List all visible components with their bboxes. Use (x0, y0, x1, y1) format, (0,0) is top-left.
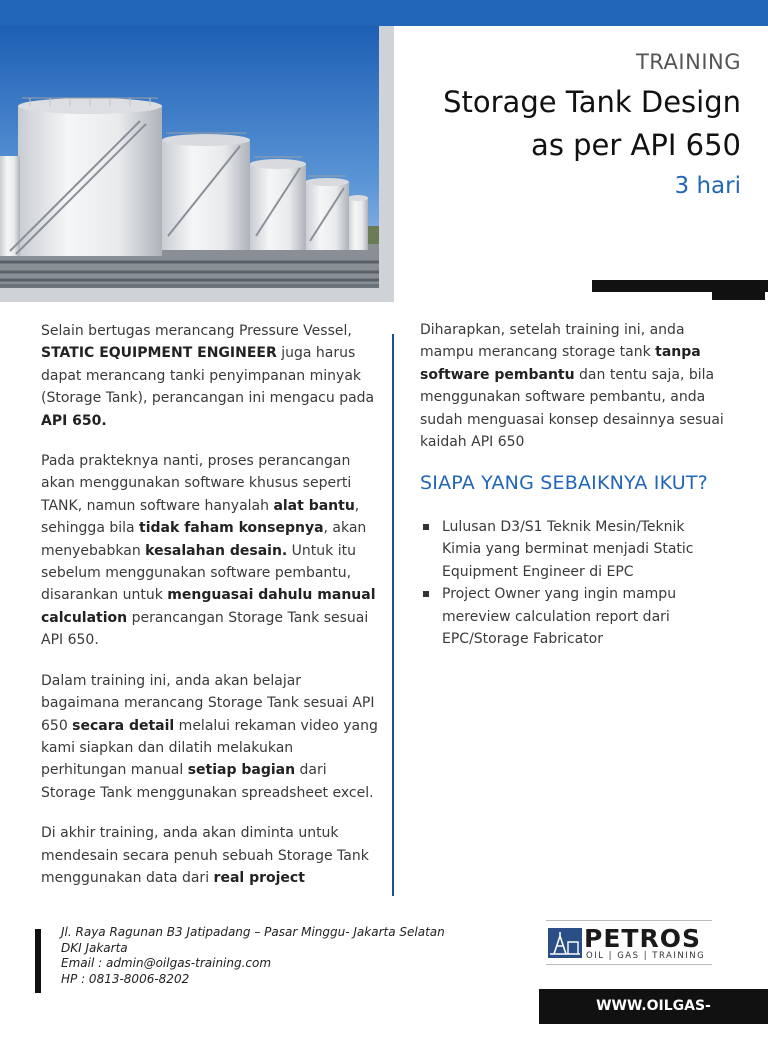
audience-list (420, 516, 720, 650)
phone-text: HP : 0813-8006-8202 (61, 971, 190, 986)
address-line2: DKI Jakarta (61, 940, 128, 955)
practice-paragraph: Pada prakteknya nanti, proses perancangan akan menggunakan software khusus seperti TANK, namun software hanyalah alat bantu, sehingga bila tidak faham konsepnya, akan menyebabkan kesalahan desain. Untuk itu sebelum menggunakan software pembantu, disarankan untuk menguasai dahulu manual calculation perancangan Storage Tank sesuai API 650. (41, 453, 376, 649)
learning-paragraph: Dalam training ini, anda akan belajar bagaimana merancang Storage Tank sesuai API 650 secara detail melalui rekaman video yang kami siapkan dan dilatih melakukan perhitungan manual setiap bagian dari Storage Tank menggunakan spreadsheet excel. (41, 672, 378, 801)
square-bullet-icon (423, 591, 429, 597)
address-line1: Jl. Raya Ragunan B3 Jatipadang – Pasar Minggu- Jakarta Selatan (61, 925, 445, 939)
audience-heading: SIAPA YANG SEBAIKNYA IKUT? (420, 472, 708, 494)
logo-wordmark: PETROS (584, 924, 701, 953)
final-project-paragraph: Di akhir training, anda akan diminta untuk mendesain secara penuh sebuah Storage Tank menggunakan data dari real project (41, 825, 369, 886)
right-column (420, 319, 740, 471)
logo-divider-top (546, 920, 712, 921)
email-text[interactable]: Email : admin@oilgas-training.com (61, 956, 272, 970)
oil-rig-icon (548, 928, 582, 958)
list-item: Lulusan D3/S1 Teknik Mesin/Teknik Kimia yang berminat menjadi Static Equipment Engineer di EPC (420, 516, 720, 583)
column-divider (392, 334, 394, 896)
website-link[interactable]: WWW.OILGAS-TRAINING.COM (539, 989, 768, 1024)
logo-tagline: OIL | GAS | TRAINING (586, 951, 706, 961)
top-blue-bar (0, 0, 768, 26)
training-label: TRAINING (635, 50, 741, 74)
course-title-line1: Storage Tank Design (443, 85, 741, 119)
intro-paragraph: Selain bertugas merancang Pressure Vessel, STATIC EQUIPMENT ENGINEER juga harus dapat merancang tanki penyimpanan minyak (Storage Tank), perancangan ini mengacu pada API 650. (41, 323, 375, 429)
course-title-line2: as per API 650 (531, 128, 741, 162)
logo-divider-bottom (546, 964, 712, 965)
footer-accent-bar (35, 929, 41, 993)
left-column (41, 320, 381, 907)
outcome-paragraph: Diharapkan, setelah training ini, anda mampu merancang storage tank tanpa software pembantu dan tentu saja, bila menggunakan software pembantu, anda sudah menguasai konsep desainnya sesuai kaidah API 650 (420, 322, 724, 451)
square-bullet-icon (423, 524, 429, 530)
decorative-black-block (712, 280, 765, 300)
contact-info (61, 925, 501, 987)
storage-tanks-photo (0, 26, 394, 302)
list-item: Project Owner yang ingin mampu mereview calculation report dari EPC/Storage Fabricator (420, 583, 720, 650)
petros-logo (546, 922, 716, 964)
course-duration: 3 hari (674, 173, 741, 199)
